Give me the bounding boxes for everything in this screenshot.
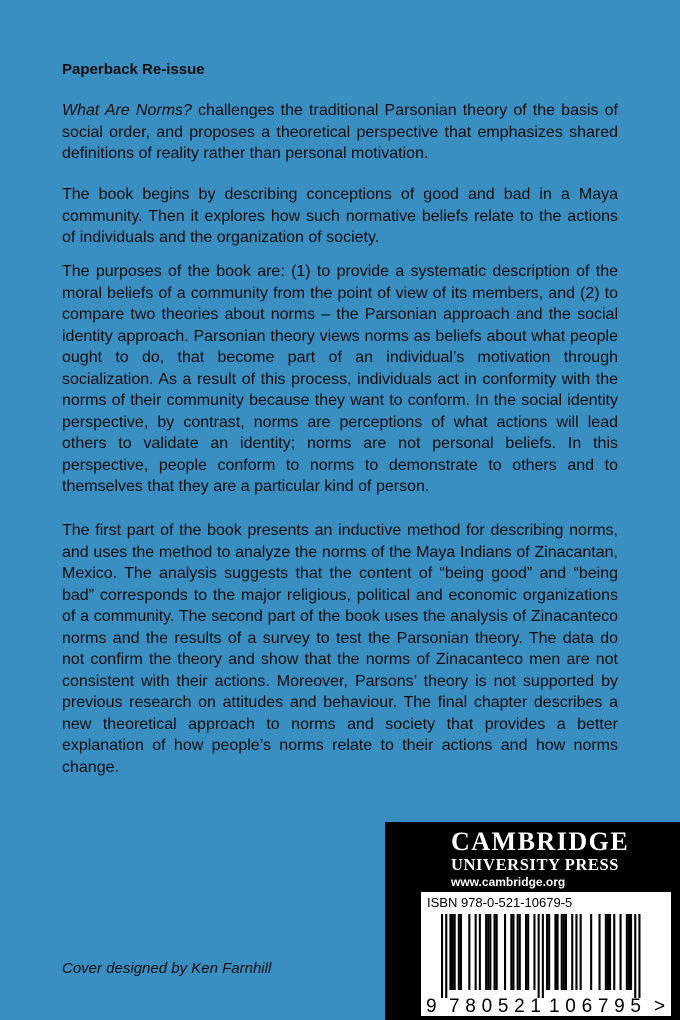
barcode-left-digits: 780521	[449, 996, 541, 1016]
barcode-bar	[565, 914, 567, 990]
barcode-bar	[479, 914, 481, 990]
barcode-bar	[452, 914, 454, 990]
barcode-bar	[599, 914, 601, 990]
barcode-bars	[441, 914, 641, 998]
barcode-right-digits: 106795	[549, 996, 641, 1016]
barcode-bar	[449, 914, 451, 990]
barcode-bar	[607, 914, 609, 990]
barcode-bar	[620, 914, 622, 990]
section-heading: Paperback Re-issue	[62, 61, 205, 78]
barcode-bar	[468, 914, 470, 990]
barcode-first-digit: 9	[426, 996, 437, 1016]
publisher-url: www.cambridge.org	[451, 875, 566, 889]
barcode-graphic	[421, 914, 671, 1016]
barcode-bar	[575, 914, 577, 990]
barcode-bar	[538, 914, 540, 998]
barcode-bar	[512, 914, 514, 990]
barcode-bar	[533, 914, 535, 990]
barcode-bar	[546, 914, 548, 990]
barcode-bar	[485, 914, 487, 990]
barcode-bar	[548, 914, 550, 990]
barcode-bar	[605, 914, 607, 990]
paragraph-purposes: The purposes of the book are: (1) to provide a systematic description of the moral beliefs of a community from the point of view of its members, and (2) to compare two theories about norms – the Parsonian approach and the social identity approach. Parsonian theory views norms as beliefs about what people ought to do, that become part of an individual’s motivation through socialization. As a result of this process, individuals act in conformity with the norms of their community because they want to conform. In the social identity perspective, by contrast, norms are perceptions of what actions will lead others to validate an identity; norms are not personal beliefs. In this perspective, people conform to norms to demonstrate to others and to themselves that they are a particular kind of person.	[62, 263, 618, 495]
barcode-bar	[454, 914, 456, 990]
paragraph-method: The first part of the book presents an inductive method for describing norms, and uses the method to analyze the norms of the Maya Indians of Zinacantan, Mexico. The analysis suggests that the content of “being good” and “being bad” corresponds to the major religious, political and economic organizations of a community. The second part of the book uses the analysis of Zinacanteco norms and the results of a survey to test the Parsonian theory. The data do not confirm the theory and show that the norms of Zinacanteco men are not consistent with their actions. Moreover, Parsons’ theory is not supported by previous research on attitudes and behaviour. The final chapter describes a new theoretical approach to norms and society that provides a better explanation of how people’s norms relate to their actions and how norms change.	[62, 522, 618, 776]
barcode-bar	[554, 914, 556, 990]
barcode-bar	[441, 914, 443, 998]
book-title: What Are Norms?	[62, 102, 192, 119]
barcode-bar	[445, 914, 447, 998]
barcode-bar	[475, 914, 477, 990]
barcode-bar	[519, 914, 521, 990]
publisher-block	[385, 822, 680, 1020]
barcode-bar	[510, 914, 512, 990]
barcode-bar	[626, 914, 628, 990]
barcode-bar	[590, 914, 592, 990]
paragraph-intro-text: challenges the traditional Parsonian theory of the basis of social order, and proposes a theoretical perspective that emphasizes shared definitions of reality rather than personal motivation.	[62, 102, 619, 162]
cover-credit: Cover designed by Ken Farnhill	[62, 960, 272, 977]
barcode-bar	[517, 914, 519, 990]
barcode-bar	[580, 914, 582, 990]
barcode-bar	[496, 914, 498, 990]
barcode-bar	[458, 914, 460, 990]
barcode-bar	[638, 914, 640, 998]
barcode-bar	[561, 914, 563, 990]
barcode-bar	[525, 914, 527, 990]
isbn-label: ISBN 978-0-521-10679-5	[427, 895, 573, 910]
barcode-bar	[571, 914, 573, 990]
barcode-bar	[634, 914, 636, 998]
barcode-bar	[542, 914, 544, 998]
publisher-name: CAMBRIDGE	[451, 827, 630, 856]
barcode-bar	[460, 914, 462, 990]
barcode-bar	[504, 914, 506, 990]
publisher-subtitle: UNIVERSITY PRESS	[451, 855, 620, 874]
barcode-bar	[489, 914, 491, 990]
barcode-bar	[557, 914, 559, 990]
isbn-barcode	[421, 892, 671, 1016]
barcode-quiet-mark: >	[654, 996, 666, 1016]
barcode-bar	[613, 914, 615, 990]
paragraph-intro	[62, 100, 618, 165]
barcode-bar	[609, 914, 611, 990]
barcode-bar	[487, 914, 489, 990]
barcode-bar	[628, 914, 630, 990]
barcode-bar	[630, 914, 632, 990]
barcode-bar	[527, 914, 529, 990]
barcode-bar	[563, 914, 565, 990]
paragraph-overview: The book begins by describing conceptions of good and bad in a Maya community. Then it explores how such normative beliefs relate to the actions of individuals and the organization of society.	[62, 186, 618, 246]
barcode-bar	[494, 914, 496, 990]
